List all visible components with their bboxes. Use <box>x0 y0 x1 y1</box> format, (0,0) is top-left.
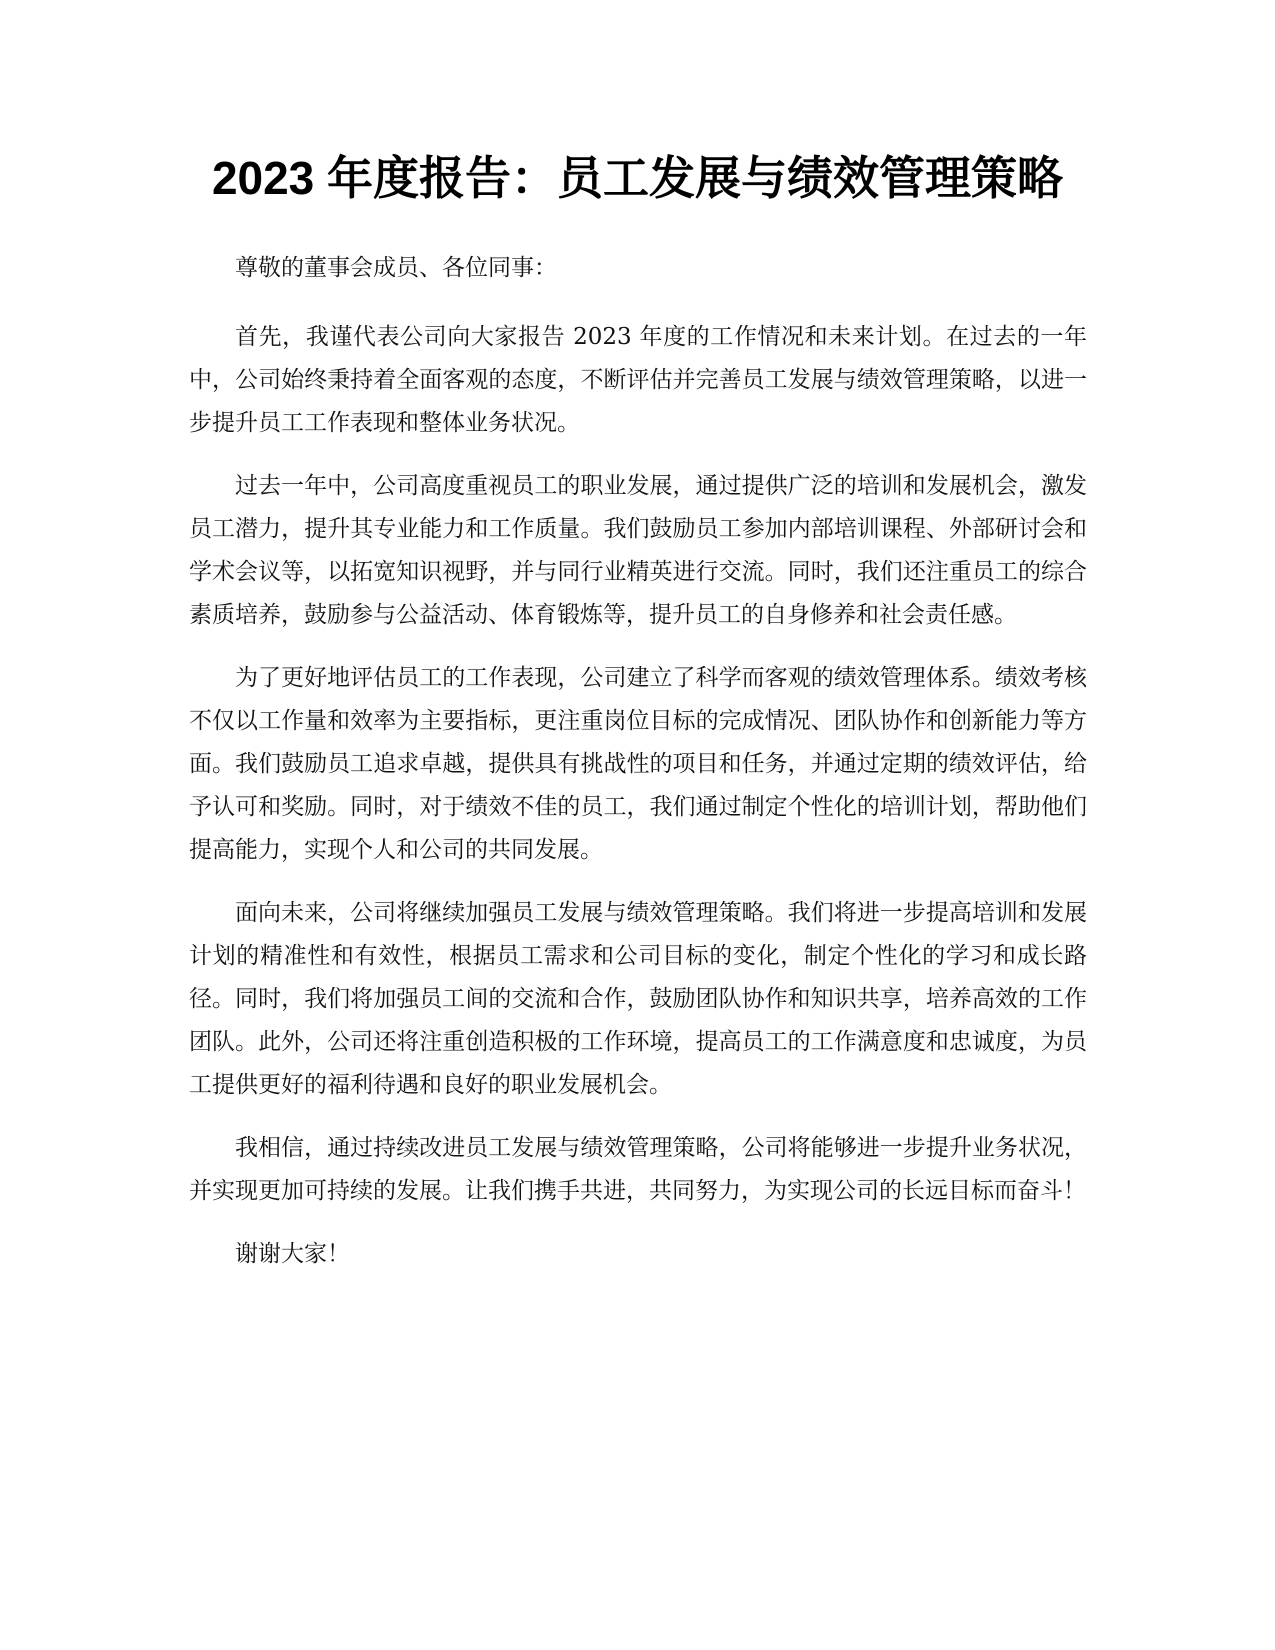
document-title: 2023 年度报告：员工发展与绩效管理策略 <box>211 152 1064 204</box>
closing-remark: 谢谢大家！ <box>235 1241 350 1267</box>
document-body <box>189 247 1087 1296</box>
paragraph-performance-management: 为了更好地评估员工的工作表现，公司建立了科学而客观的绩效管理体系。绩效考核不仅以工作量和效率为主要指标，更注重岗位目标的完成情况、团队协作和创新能力等方面。我们鼓励员工追求卓越，提供具有挑战性的项目和任务，并通过定期的绩效评估，给予认可和奖励。同时，对于绩效不佳的员工，我们通过制定个性化的培训计划，帮助他们提高能力，实现个人和公司的共同发展。 <box>189 665 1087 863</box>
paragraph-intro: 首先，我谨代表公司向大家报告 2023 年度的工作情况和未来计划。在过去的一年中，公司始终秉持着全面客观的态度，不断评估并完善员工发展与绩效管理策略，以进一步提升员工工作表现和整体业务状况。 <box>189 324 1087 436</box>
paragraph-conclusion: 我相信，通过持续改进员工发展与绩效管理策略，公司将能够进一步提升业务状况，并实现更加可持续的发展。让我们携手共进，共同努力，为实现公司的长远目标而奋斗！ <box>189 1135 1087 1204</box>
paragraph-future-plans: 面向未来，公司将继续加强员工发展与绩效管理策略。我们将进一步提高培训和发展计划的精准性和有效性，根据员工需求和公司目标的变化，制定个性化的学习和成长路径。同时，我们将加强员工间的交流和合作，鼓励团队协作和知识共享，培养高效的工作团队。此外，公司还将注重创造积极的工作环境，提高员工的工作满意度和忠诚度，为员工提供更好的福利待遇和良好的职业发展机会。 <box>189 900 1087 1098</box>
salutation: 尊敬的董事会成员、各位同事： <box>235 255 557 281</box>
paragraph-career-development: 过去一年中，公司高度重视员工的职业发展，通过提供广泛的培训和发展机会，激发员工潜力，提升其专业能力和工作质量。我们鼓励员工参加内部培训课程、外部研讨会和学术会议等，以拓宽知识视野，并与同行业精英进行交流。同时，我们还注重员工的综合素质培养，鼓励参与公益活动、体育锻炼等，提升员工的自身修养和社会责任感。 <box>189 473 1087 628</box>
